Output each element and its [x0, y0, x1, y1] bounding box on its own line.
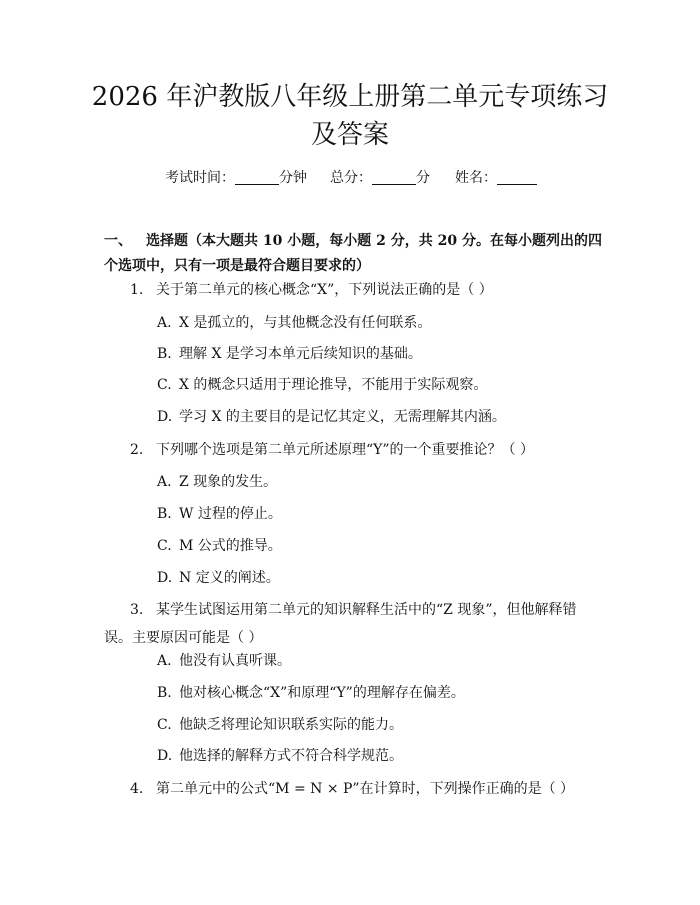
- total-score-unit: 分: [416, 170, 430, 186]
- exam-time-blank: [235, 170, 279, 185]
- option-text: 学习 X 的主要目的是记忆其定义，无需理解其内涵。: [179, 409, 506, 425]
- option-text: 他没有认真听课。: [179, 653, 291, 669]
- exam-time-field: [165, 167, 307, 189]
- question-text: 某学生试图运用第二单元的知识解释生活中的“Z 现象”，但他解释错误。主要原因可能是（ ）: [104, 602, 577, 646]
- title-line-1: 2026 年沪教版八年级上册第二单元专项练习: [91, 82, 609, 112]
- title-line-2: 及答案: [310, 120, 389, 150]
- question-2-option-a: [157, 471, 277, 493]
- exam-time-label: 考试时间：: [165, 170, 235, 186]
- option-text: 他选择的解释方式不符合科学规范。: [179, 748, 403, 764]
- question-text: 下列哪个选项是第二单元所述原理“Y”的一个重要推论？（ ）: [156, 442, 535, 458]
- question-2-option-b: [157, 503, 282, 525]
- question-number: 3.: [130, 602, 144, 618]
- section-text: 选择题（本大题共 10 小题，每小题 2 分，共 20 分。在每小题列出的四个选项中，只有一项是最符合题目要求的）: [104, 233, 602, 274]
- option-label: B.: [157, 685, 172, 701]
- option-text: X 是孤立的，与其他概念没有任何联系。: [179, 315, 432, 331]
- question-number: 1.: [130, 282, 144, 298]
- option-label: D.: [157, 748, 173, 764]
- option-text: N 定义的阐述。: [179, 570, 280, 586]
- question-1-option-a: [157, 312, 431, 334]
- option-label: D.: [157, 409, 173, 425]
- question-1-option-b: [157, 343, 422, 365]
- exam-time-unit: 分钟: [279, 170, 307, 186]
- option-text: Z 现象的发生。: [179, 474, 278, 490]
- option-text: 他缺乏将理论知识联系实际的能力。: [179, 717, 403, 733]
- total-score-blank: [372, 170, 416, 185]
- option-label: A.: [157, 653, 172, 669]
- question-4-stem: [130, 775, 610, 803]
- question-1-option-d: [157, 406, 506, 428]
- page-title: [60, 78, 640, 154]
- option-label: D.: [157, 570, 173, 586]
- option-text: M 公式的推导。: [179, 538, 282, 554]
- question-3-option-c: [157, 714, 403, 736]
- option-label: C.: [157, 717, 172, 733]
- question-text: 关于第二单元的核心概念“X”，下列说法正确的是（ ）: [156, 282, 493, 298]
- option-text: 理解 X 是学习本单元后续知识的基础。: [179, 346, 422, 362]
- question-number: 2.: [130, 442, 144, 458]
- question-2-option-d: [157, 567, 280, 589]
- total-score-field: [330, 167, 430, 189]
- option-label: A.: [157, 315, 172, 331]
- option-label: A.: [157, 474, 172, 490]
- option-text: 他对核心概念“X”和原理“Y”的理解存在偏差。: [179, 685, 465, 701]
- option-label: B.: [157, 346, 172, 362]
- question-1-option-c: [157, 374, 487, 396]
- option-text: X 的概念只适用于理论推导，不能用于实际观察。: [179, 377, 488, 393]
- question-2-stem: [130, 436, 610, 464]
- option-label: C.: [157, 538, 172, 554]
- student-name-blank: [497, 170, 537, 185]
- question-3-stem: [104, 596, 600, 652]
- section-number: 一、: [104, 233, 132, 249]
- question-1-stem: [130, 276, 610, 304]
- question-number: 4.: [130, 781, 144, 797]
- option-text: W 过程的停止。: [179, 506, 282, 522]
- section-heading: [104, 229, 604, 279]
- question-3-option-a: [157, 650, 291, 672]
- question-3-option-d: [157, 745, 403, 767]
- question-text: 第二单元中的公式“M = N × P”在计算时，下列操作正确的是（ ）: [156, 781, 575, 797]
- question-3-option-b: [157, 682, 465, 704]
- question-2-option-c: [157, 535, 282, 557]
- option-label: C.: [157, 377, 172, 393]
- option-label: B.: [157, 506, 172, 522]
- student-name-label: 姓名：: [455, 170, 497, 186]
- total-score-label: 总分：: [330, 170, 372, 186]
- student-name-field: [455, 167, 537, 189]
